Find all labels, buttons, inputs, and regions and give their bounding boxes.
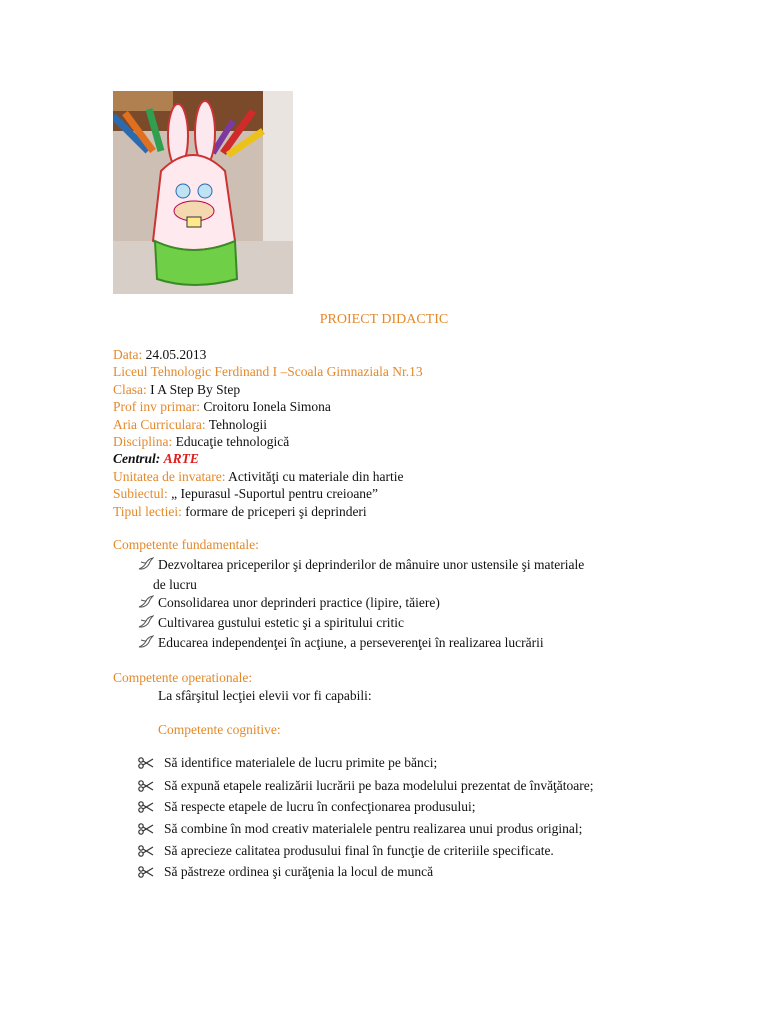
dove-icon — [138, 635, 156, 654]
dove-icon — [138, 595, 156, 614]
fundamentale-item — [138, 614, 658, 634]
info-value: Tehnologii — [205, 416, 268, 432]
info-value: Educaţie tehnologică — [172, 434, 290, 450]
fundamentale-item-text: Cultivarea gustului estetic şi a spiritului critic — [158, 615, 404, 630]
fundamentale-item-text: Educarea independenţei în acţiune, a perseverenţei în realizarea lucrării — [158, 635, 544, 650]
cognitive-item-text: Să expună etapele realizării lucrării pe baza modelului prezentat de învăţătoare; — [164, 778, 594, 793]
bunny-pencil-holder-photo — [113, 91, 293, 294]
info-value: Croitoru Ionela Simona — [200, 399, 331, 415]
info-value: Activităţi cu materiale din hartie — [225, 468, 404, 484]
fundamentale-item-text: Dezvoltarea priceperilor şi deprinderilor de mânuire unor ustensile şi materiale — [158, 557, 585, 572]
info-line-school — [113, 363, 423, 380]
dove-icon — [138, 615, 156, 634]
info-line-subject — [113, 485, 423, 502]
fundamentale-item-text: Consolidarea unor deprinderi practice (lipire, tăiere) — [158, 595, 440, 610]
cognitive-item-text: Să păstreze ordinea şi curăţenia la locul de muncă — [164, 864, 434, 879]
info-line-discipline — [113, 433, 423, 450]
info-value: „ Iepurasul -Suportul pentru creioane” — [167, 486, 379, 502]
operationale-label: Competente operationale: — [113, 670, 253, 685]
info-label: Disciplina: — [113, 434, 173, 450]
scissors-icon — [138, 866, 156, 882]
info-label: Data: — [113, 347, 143, 362]
info-block — [113, 346, 423, 520]
dove-icon — [138, 557, 156, 576]
operationale-intro: La sfârşitul lecţiei elevii vor fi capabili: — [158, 688, 372, 703]
info-line-class — [113, 381, 423, 398]
cognitive-item — [138, 755, 437, 773]
fundamentale-item-continuation: de lucru — [153, 576, 197, 592]
info-value: I A Step By Step — [146, 381, 241, 397]
info-label: Aria Curriculara: — [113, 416, 206, 432]
info-line-centru — [113, 450, 423, 467]
scissors-icon — [138, 757, 156, 773]
info-label: Subiectul: — [113, 486, 168, 502]
info-label: Liceul Tehnologic Ferdinand I –Scoala Gimnaziala Nr.13 — [113, 364, 423, 380]
cognitive-item — [138, 799, 476, 817]
cognitive-label: Competente cognitive: — [158, 722, 281, 737]
fundamentale-item — [138, 594, 658, 614]
scissors-icon — [138, 801, 156, 817]
document-title: PROIECT DIDACTIC — [319, 312, 449, 327]
cognitive-item — [138, 843, 554, 861]
fundamentale-label: Competente fundamentale: — [113, 537, 259, 552]
cognitive-item — [138, 864, 433, 882]
centru-label: Centrul: — [113, 451, 161, 467]
info-label: Unitatea de invatare: — [113, 468, 226, 484]
scissors-icon — [138, 823, 156, 839]
info-value: formare de priceperi şi deprinderi — [181, 503, 367, 519]
info-line-data — [113, 346, 423, 363]
cognitive-item-text: Să respecte etapele de lucru în confecţionarea produsului; — [164, 799, 476, 814]
info-line-area — [113, 416, 423, 433]
info-value: 24.05.2013 — [142, 347, 207, 362]
info-line-unit — [113, 468, 423, 485]
cognitive-item-text: Să combine în mod creativ materialele pentru realizarea unui produs original; — [164, 821, 583, 836]
info-line-lesson-type — [113, 503, 423, 520]
fundamentale-item — [138, 556, 658, 594]
info-label: Tipul lectiei: — [113, 503, 182, 519]
fundamentale-item — [138, 634, 658, 654]
info-label: Clasa: — [113, 381, 147, 397]
cognitive-item-text: Să identifice materialele de lucru primite pe bănci; — [164, 755, 438, 770]
scissors-icon — [138, 780, 156, 796]
cognitive-item — [138, 821, 582, 839]
info-line-teacher — [113, 398, 423, 415]
cognitive-item — [138, 778, 594, 796]
info-label: Prof inv primar: — [113, 399, 200, 415]
scissors-icon — [138, 845, 156, 861]
cognitive-item-text: Să aprecieze calitatea produsului final în funcţie de criteriile specificate. — [164, 843, 554, 858]
centru-value: ARTE — [163, 451, 199, 467]
